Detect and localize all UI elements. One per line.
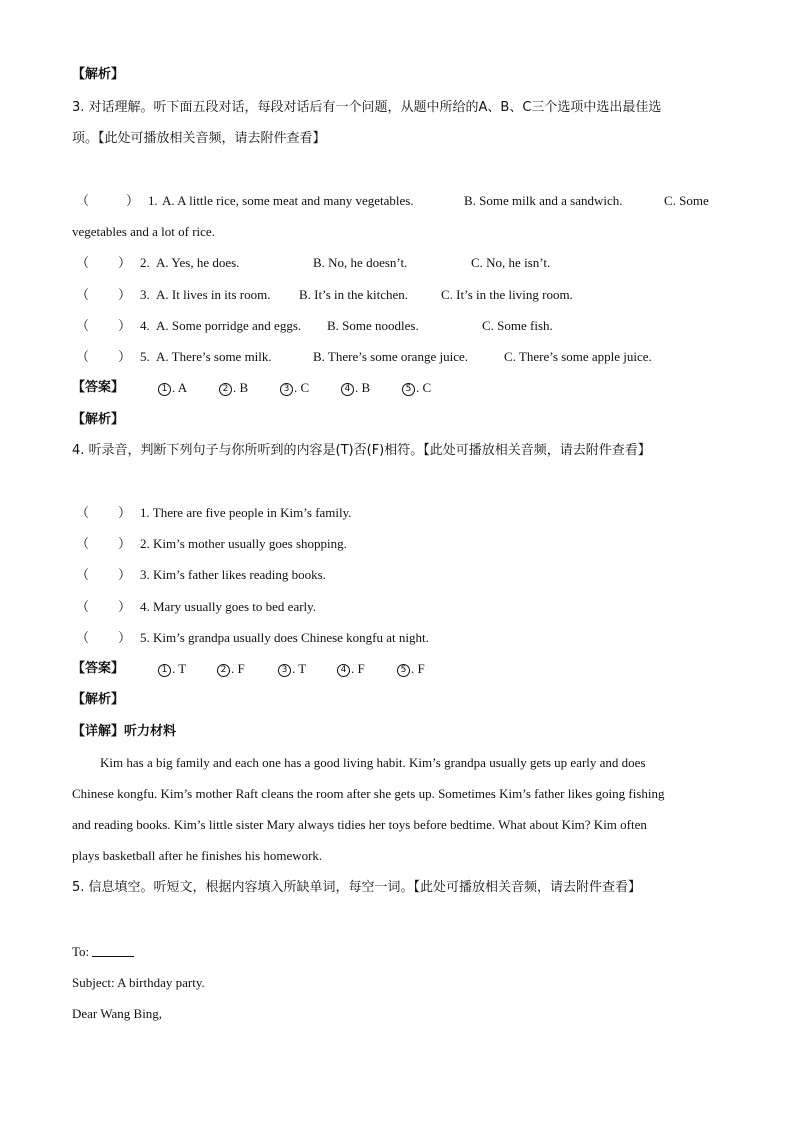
analysis-heading: 【解析】 bbox=[72, 412, 125, 427]
question-3-title: 3. 对话理解。听下面五段对话，每段对话后有一个问题，从题中所给的A、B、C三个选项中选出最佳选 bbox=[72, 100, 662, 115]
option-b: B. There’s some orange juice. bbox=[313, 349, 468, 364]
option-b: B. Some noodles. bbox=[327, 318, 419, 333]
option-b: B. Some milk and a sandwich. bbox=[464, 193, 623, 208]
option-a: A. Some porridge and eggs. bbox=[156, 318, 302, 333]
passage-line: Kim has a big family and each one has a good living habit. Kim’s grandpa usually gets up early and does bbox=[100, 755, 646, 770]
passage-line: and reading books. Kim’s little sister Mary always tidies her toys before bedtime. What about Kim? Kim often bbox=[72, 817, 647, 832]
option-a: A. It lives in its room. bbox=[156, 287, 271, 302]
letter-greeting: Dear Wang Bing, bbox=[72, 1006, 163, 1021]
letter-to-line: To: bbox=[72, 944, 134, 960]
question-4-title: 4. 听录音，判断下列句子与你所听到的内容是(T)否(F)相符。【此处可播放相关音频，请去附件查看】 bbox=[72, 443, 651, 458]
question-5-title: 5. 信息填空。听短文，根据内容填入所缺单词，每空一词。【此处可播放相关音频，请去附件查看】 bbox=[72, 880, 642, 895]
passage-line: plays basketball after he finishes his homework. bbox=[72, 848, 323, 863]
option-a: A. Yes, he does. bbox=[156, 255, 240, 270]
question-3-item-1-cont: vegetables and a lot of rice. bbox=[72, 224, 215, 239]
detail-heading: 【详解】听力材料 bbox=[72, 724, 177, 739]
answer-blank[interactable] bbox=[92, 944, 134, 957]
option-c: C. Some bbox=[664, 193, 709, 208]
option-c: C. No, he isn’t. bbox=[471, 255, 551, 270]
option-c: C. There’s some apple juice. bbox=[504, 349, 652, 364]
option-a: A. A little rice, some meat and many vegetables. bbox=[162, 193, 414, 208]
letter-subject: Subject: A birthday party. bbox=[72, 975, 205, 990]
option-a: A. There’s some milk. bbox=[156, 349, 272, 364]
option-c: C. Some fish. bbox=[482, 318, 553, 333]
option-b: B. No, he doesn’t. bbox=[313, 255, 408, 270]
option-b: B. It’s in the kitchen. bbox=[299, 287, 409, 302]
analysis-heading: 【解析】 bbox=[72, 67, 125, 82]
analysis-heading: 【解析】 bbox=[72, 692, 125, 707]
option-c: C. It’s in the living room. bbox=[441, 287, 573, 302]
question-3-title-cont: 项。【此处可播放相关音频，请去附件查看】 bbox=[72, 131, 326, 146]
passage-line: Chinese kongfu. Kim’s mother Raft cleans the room after she gets up. Sometimes Kim’s father likes going fishing bbox=[72, 786, 665, 801]
